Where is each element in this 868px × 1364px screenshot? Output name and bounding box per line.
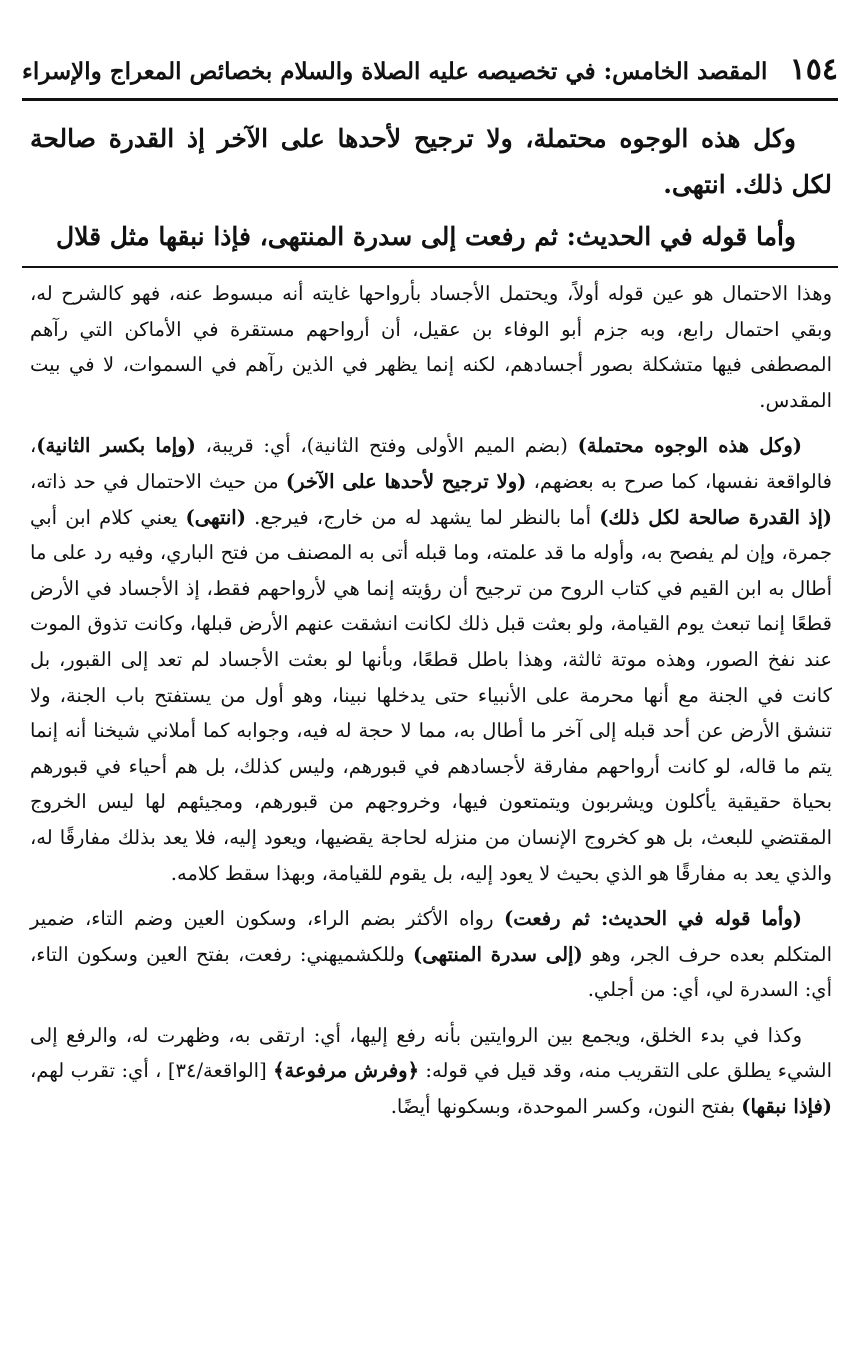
commentary-text: وكذا في بدء الخلق، ويجمع بين الروايتين بأنه رفع إليها، أي: ارتقى به، وظهرت له، والرفع إلى الشيء يطلق على التقريب منه، وقد قيل في قوله: <box>30 1023 832 1083</box>
page-number: ١٥٤ <box>789 52 838 87</box>
commentary-text: رواه الأكثر بضم الراء، وسكون العين وضم التاء، ضمير المتكلم بعده حرف الجر، وهو <box>30 907 832 966</box>
quoted-phrase: (ولا ترجيح لأحدها على الآخر) <box>285 469 527 493</box>
commentary-paragraph-2 <box>30 428 832 891</box>
commentary-paragraph-4 <box>30 1018 832 1125</box>
quoted-phrase: (انتهى) <box>185 505 246 529</box>
commentary-text: وللكشميهني: رفعت، بفتح العين وسكون التاء، أي: السدرة لي، أي: من أجلي. <box>30 942 832 1002</box>
commentary <box>30 276 832 1135</box>
commentary-text: بفتح النون، وكسر الموحدة، وبسكونها أيضًا. <box>390 1095 742 1119</box>
quoted-phrase: (فإذا نبقها) <box>741 1095 832 1119</box>
header-rule <box>22 98 838 101</box>
quoted-phrase: (وأما قوله في الحديث: ثم رفعت) <box>503 907 802 931</box>
running-title: المقصد الخامس: في تخصيصه عليه الصلاة والسلام بخصائص المعراج والإسراء <box>22 58 768 85</box>
commentary-text: من حيث الاحتمال في حد ذاته، <box>30 469 286 493</box>
commentary-text: ، فالواقعة نفسها، كما صرح به بعضهم، <box>30 434 832 493</box>
page-header <box>22 52 838 87</box>
separator-rule <box>22 266 838 268</box>
commentary-paragraph-3 <box>30 901 832 1008</box>
quoted-phrase: (إذ القدرة صالحة لكل ذلك) <box>599 505 832 529</box>
commentary-paragraph-1: وهذا الاحتمال هو عين قوله أولاً، ويحتمل الأجساد بأرواحها غايته أنه مبسوط عنه، فهو كالشرح له، وبقي احتمال رابع، وبه جزم أبو الوفاء بن عقيل، أن أرواحهم مستقرة في الأماكن التي رآهم المصطفى فيها متشكلة بصور أجسادهم، لكنه إنما يظهر في الذين رآهم في السموات، لا في بيت المقدس. <box>30 282 832 412</box>
quoted-phrase: (إلى سدرة المنتهى) <box>413 942 583 966</box>
commentary-text: أما بالنظر لما يشهد له من خارج، فيرجع. <box>245 505 600 529</box>
quoted-phrase: (وإما بكسر الثانية) <box>36 434 196 458</box>
commentary-text: يعني كلام ابن أبي جمرة، وإن لم يفصح به، وأوله ما قد علمته، وما قبله أتى به المصنف من فتح الباري، وفيه رد على ما أطال به ابن القيم في كتاب الروح من ترجيح أن رؤيته إنما هي لأرواحهم فقط، إذ الأجساد في الأرض قطعًا إنما تبعث يوم القيامة، ولو بعثت قبل ذلك لكانت انشقت عنهم الأرض قبلها، وكانت تذوق الموت عند نفخ الصور، وهذه موتة ثالثة، وهذا باطل قطعًا، وبأنها لو بعثت الأجساد لم تعد إلى القبور، بل كانت في الجنة مع أنها محرمة على الأنبياء حتى يدخلها نبينا، وهو أول من يستفتح باب الجنة، ولا تنشق الأرض عن أحد قبله إلى آخر ما أطال به، مما لا حجة له فيه، وجوابه كما أملاني شيخنا أنه إنما يتم ما قاله، لو كانت أرواحهم مفارقة لأجسادهم في قبورهم، وليس كذلك، بل هم أحياء في قبورهم بحياة حقيقية يأكلون ويشربون ويتمتعون فيها، وخروجهم من قبورهم، ومجيئهم لها ليس الخروج المقتضي للبعث، بل هو كخروج الإنسان من منزله لحاجة يقضيها، ويعود إليه، فلا يعد بذلك مفارقًا له، والذي يعد به مفارقًا هو الذي بحيث لا يعود إليه، بل يقوم للقيامة، وبهذا سقط كلامه. <box>30 505 832 885</box>
commentary-text: (بضم الميم الأولى وفتح الثانية)، أي: قريبة، <box>195 434 578 458</box>
quran-quote: ﴿وفرش مرفوعة﴾ <box>273 1059 419 1083</box>
main-text <box>30 110 832 260</box>
main-text-paragraph-1: وكل هذه الوجوه محتملة، ولا ترجيح لأحدها على الآخر إذ القدرة صالحة لكل ذلك. انتهى. <box>30 124 832 199</box>
quoted-phrase: (وكل هذه الوجوه محتملة) <box>577 434 802 458</box>
main-text-paragraph-2: وأما قوله في الحديث: ثم رفعت إلى سدرة المنتهى، فإذا نبقها مثل قلال <box>56 222 796 251</box>
commentary-text: [الواقعة/٣٤] ، أي: تقرب لهم، <box>30 1059 274 1083</box>
